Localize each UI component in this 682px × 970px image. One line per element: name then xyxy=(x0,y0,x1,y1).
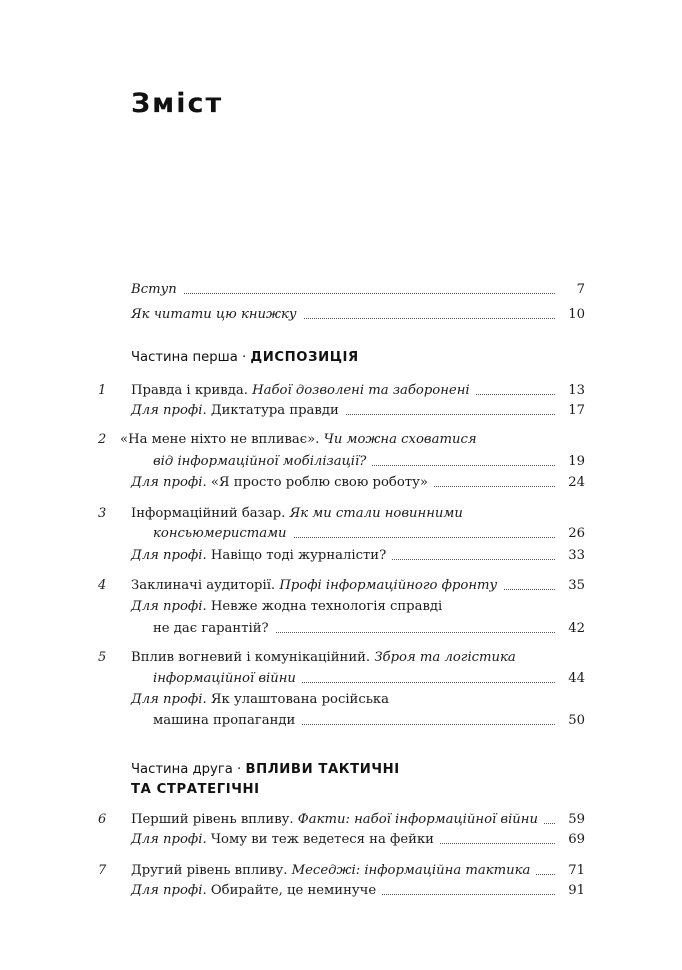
toc-entry-chapter-1 xyxy=(131,381,585,401)
toc-entry-chapter-5 xyxy=(131,648,585,668)
entry-title: консьюмеристами xyxy=(153,524,293,544)
toc-entry-chapter-2 xyxy=(120,430,585,450)
toc-entry-chapter-5-pro xyxy=(131,690,585,710)
part-label: Частина друга xyxy=(131,762,233,777)
entry-title: Вступ xyxy=(131,280,183,300)
toc-entry-chapter-7 xyxy=(131,861,585,881)
entry-title: Для профі. Обирайте, це неминуче xyxy=(131,881,382,901)
entry-title: не дає гарантій? xyxy=(153,619,275,639)
chapter-number: 6 xyxy=(98,812,107,827)
toc-entry-chapter-4-pro xyxy=(131,597,585,617)
page-number: 59 xyxy=(557,810,585,830)
page-number: 35 xyxy=(557,576,585,596)
page-number: 71 xyxy=(557,861,585,881)
toc-entry-chapter-7-pro xyxy=(131,881,585,901)
part-name: ДИСПОЗИЦІЯ xyxy=(250,350,359,365)
page-number: 17 xyxy=(557,401,585,421)
toc-entry-chapter-3-pro xyxy=(131,546,585,566)
entry-title: Заклиначі аудиторії. Профі інформаційного фронту xyxy=(131,576,503,596)
page-number: 50 xyxy=(557,711,585,731)
page-number: 13 xyxy=(557,381,585,401)
entry-title: Для профі. Невже жодна технологія справді xyxy=(131,597,448,617)
toc-entry-chapter-2-pro xyxy=(131,473,585,493)
toc-entry-chapter-5-cont xyxy=(153,669,585,689)
entry-title: інформаційної війни xyxy=(153,669,302,689)
page-number: 33 xyxy=(557,546,585,566)
toc-entry-chapter-4 xyxy=(131,576,585,596)
part-label: Частина перша xyxy=(131,350,238,365)
toc-entry-chapter-3-cont xyxy=(153,524,585,544)
part-separator: · xyxy=(241,350,247,365)
toc-entry-chapter-3 xyxy=(131,504,585,524)
toc-entry-chapter-6 xyxy=(131,810,585,830)
entry-title: машина пропаганди xyxy=(153,711,301,731)
page-number: 44 xyxy=(557,669,585,689)
entry-title: Другий рівень впливу. Меседжі: інформаційна тактика xyxy=(131,861,536,881)
page-number: 42 xyxy=(557,619,585,639)
page-number: 7 xyxy=(557,280,585,300)
chapter-number: 3 xyxy=(98,506,107,521)
chapter-number: 5 xyxy=(98,650,107,665)
dot-leader xyxy=(131,293,555,294)
part-heading-2-cont xyxy=(131,780,260,800)
part-name: ВПЛИВИ ТАКТИЧНІ xyxy=(245,762,400,777)
entry-title: Для профі. «Я просто роблю свою роботу» xyxy=(131,473,434,493)
entry-title: Правда і кривда. Набої дозволені та заборонені xyxy=(131,381,476,401)
chapter-number: 1 xyxy=(98,383,107,398)
part-separator: · xyxy=(237,762,242,777)
toc-entry-chapter-6-pro xyxy=(131,830,585,850)
entry-title: «На мене ніхто не впливає». Чи можна сховатися xyxy=(120,430,483,450)
part-name: ТА СТРАТЕГІЧНІ xyxy=(131,782,260,797)
toc-entry-chapter-5-pro-cont xyxy=(153,711,585,731)
toc-entry-chapter-2-cont xyxy=(153,452,585,472)
entry-title: Для профі. Чому ви теж ведетеся на фейки xyxy=(131,830,440,850)
part-heading-2 xyxy=(131,760,400,780)
part-heading-1 xyxy=(131,348,359,368)
page-number: 10 xyxy=(557,305,585,325)
page-number: 26 xyxy=(557,524,585,544)
entry-title: від інформаційної мобілізації? xyxy=(153,452,372,472)
entry-title: Для профі. Навіщо тоді журналісти? xyxy=(131,546,392,566)
page-number: 69 xyxy=(557,830,585,850)
entry-title: Інформаційний базар. Як ми стали новинними xyxy=(131,504,469,524)
entry-title: Вплив вогневий і комунікаційний. Зброя та логістика xyxy=(131,648,522,668)
chapter-number: 7 xyxy=(98,863,107,878)
page-number: 91 xyxy=(557,881,585,901)
page-title: Зміст xyxy=(131,88,224,119)
toc-entry-chapter-4-pro-cont xyxy=(153,619,585,639)
entry-title: Для профі. Як улаштована російська xyxy=(131,690,395,710)
toc-entry-chapter-1-pro xyxy=(131,401,585,421)
chapter-number: 2 xyxy=(98,432,107,447)
page-number: 19 xyxy=(557,452,585,472)
toc-entry-intro xyxy=(131,280,585,300)
entry-title: Як читати цю книжку xyxy=(131,305,303,325)
entry-title: Перший рівень впливу. Факти: набої інформаційної війни xyxy=(131,810,544,830)
page-number: 24 xyxy=(557,473,585,493)
entry-title: Для профі. Диктатура правди xyxy=(131,401,345,421)
chapter-number: 4 xyxy=(98,578,107,593)
toc-entry-how-to-read xyxy=(131,305,585,325)
